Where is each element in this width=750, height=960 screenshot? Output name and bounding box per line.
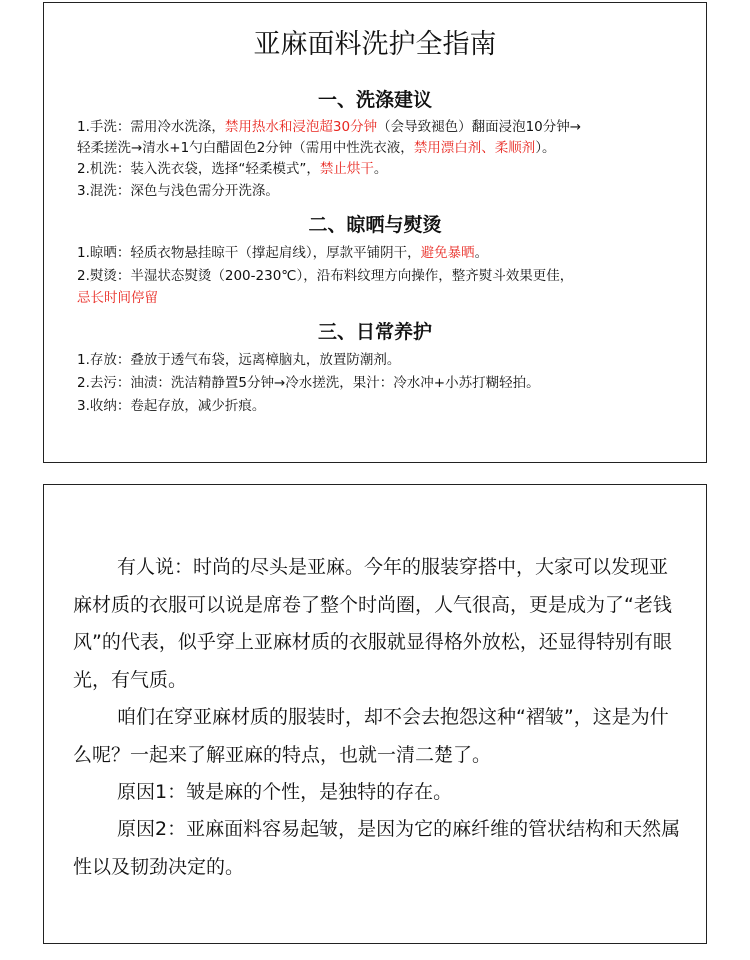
care-line-1 — [77, 350, 696, 371]
care-line-3 — [77, 396, 696, 417]
line-text: 2.机洗：装入洗衣袋，选择“轻柔模式”， — [77, 161, 320, 177]
line-text: 。 — [373, 161, 388, 177]
article-paragraph-1 — [73, 549, 683, 699]
washing-line-3 — [77, 159, 696, 180]
article-line: 这是为什么呢？一起来了解亚麻的特点，也就一清二楚了。 — [73, 706, 669, 766]
article-card — [43, 484, 707, 944]
line-text: 1.晾晒：轻质衣物悬挂晾干（撑起肩线），厚款平铺阴干， — [77, 245, 421, 261]
article-line: 松，还显得特别有眼光，有气质。 — [73, 631, 672, 691]
warning-text: 避免暴晒 — [420, 245, 475, 261]
care-line-2 — [77, 373, 696, 394]
warning-text: 禁用漂白剂、柔顺剂 — [413, 140, 536, 156]
section-heading-washing: 一、洗涤建议 — [317, 89, 432, 111]
care-guide-card — [43, 2, 707, 463]
line-text: （会导致褪色）翻面浸泡10分钟→ — [377, 119, 582, 135]
ironing-line-2 — [77, 288, 696, 309]
washing-line-1 — [77, 117, 696, 138]
warning-text: 禁止烘干 — [319, 161, 374, 177]
line-text: 1.存放：叠放于透气布袋，远离樟脑丸，放置防潮剂。 — [77, 352, 401, 368]
ironing-line-1 — [77, 266, 696, 287]
article-line: 咱们在穿亚麻材质的服装时，却不会去抱怨这种“褶皱”， — [117, 706, 593, 728]
article-line: 成为了“老钱风”的代表，似乎穿上亚麻材质的衣服就显得格外放 — [73, 593, 672, 653]
line-text: 。 — [474, 245, 489, 261]
warning-text: 忌长时间停留 — [77, 290, 158, 306]
line-text: 2.熨烫：半湿状态熨烫（200-230℃），沿布料纹理方向操作，整齐熨斗效果更佳， — [77, 268, 574, 284]
section-heading-daily-care: 三、日常养护 — [317, 321, 432, 343]
line-text: ）。 — [535, 140, 556, 156]
article-line: 原因1：皱是麻的个性，是独特的存在。 — [117, 781, 453, 803]
section-heading-drying-ironing: 二、晾晒与熨烫 — [308, 214, 442, 236]
article-line: 天然属性以及韧劲决定的。 — [73, 818, 681, 878]
line-text: 3.混洗：深色与浅色需分开洗涤。 — [77, 183, 279, 199]
article-paragraph-3 — [73, 774, 683, 812]
line-text: 轻柔搓洗→清水+1勺白醋固色2分钟（需用中性洗衣液， — [77, 140, 414, 156]
article-line: 有人说：时尚的尽头是亚麻。今年的服装穿搭中，大家可以 — [117, 556, 612, 578]
line-text: 1.手洗：需用冷水洗涤， — [77, 119, 225, 135]
line-text: 2.去污：油渍：洗洁精静置5分钟→冷水搓洗，果汁：冷水冲+小苏打糊轻拍。 — [77, 375, 540, 391]
line-text: 3.收纳：卷起存放，减少折痕。 — [77, 398, 266, 414]
guide-title: 亚麻面料洗护全指南 — [253, 29, 497, 60]
article-paragraph-2 — [73, 699, 683, 774]
article-paragraph-4 — [73, 811, 683, 886]
washing-line-4 — [77, 181, 696, 202]
drying-line-1 — [77, 243, 696, 264]
warning-text: 禁用热水和浸泡超30分钟 — [224, 119, 378, 135]
washing-line-2 — [77, 138, 696, 159]
article-line: 原因2：亚麻面料容易起皱，是因为它的麻纤维的管状结构和 — [117, 818, 624, 840]
article-line: 发现亚麻材质的衣服可以说是席卷了整个时尚圈，人气很高，更是 — [73, 556, 669, 616]
